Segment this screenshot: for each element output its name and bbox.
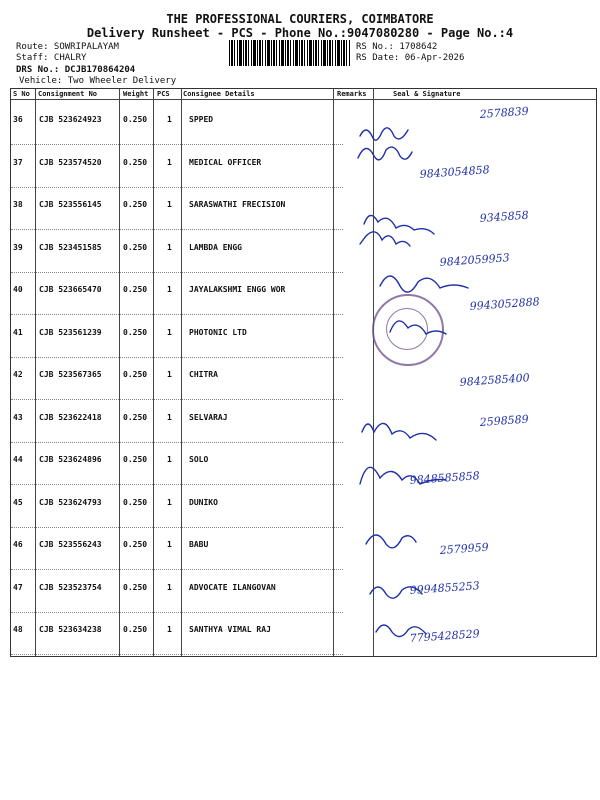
signature-area bbox=[350, 96, 590, 656]
row-consignment-no: CJB 523624793 bbox=[39, 497, 102, 507]
vehicle-label: Vehicle: Two Wheeler Delivery bbox=[19, 76, 177, 86]
table-row bbox=[11, 569, 343, 613]
row-weight: 0.250 bbox=[123, 242, 148, 252]
signature-stroke bbox=[362, 423, 436, 440]
row-consignment-no: CJB 523622418 bbox=[39, 412, 102, 422]
rs-date: RS Date: 06-Apr-2026 bbox=[356, 53, 465, 63]
row-sno: 41 bbox=[13, 327, 23, 337]
signature-phone: 9848585858 bbox=[409, 469, 481, 487]
signature-phone: 9843054858 bbox=[419, 163, 491, 181]
row-sno: 40 bbox=[13, 285, 23, 294]
row-weight: 0.250 bbox=[123, 327, 148, 337]
row-sno: 39 bbox=[13, 242, 23, 252]
table-row bbox=[11, 101, 343, 145]
row-pcs: 1 bbox=[167, 582, 172, 592]
col-header-pcs: PCS bbox=[157, 90, 170, 98]
signature-phone: 7795428529 bbox=[409, 627, 481, 645]
row-pcs: 1 bbox=[167, 540, 172, 549]
col-header-consignment: Consignment No bbox=[38, 90, 98, 98]
row-sno: 45 bbox=[13, 497, 23, 507]
table-row bbox=[11, 144, 343, 188]
row-pcs: 1 bbox=[167, 370, 172, 379]
row-consignment-no: CJB 523624896 bbox=[39, 455, 102, 464]
row-sno: 48 bbox=[13, 625, 23, 634]
table-row bbox=[11, 186, 343, 230]
row-consignment-no: CJB 523624923 bbox=[39, 115, 102, 124]
row-pcs: 1 bbox=[167, 157, 172, 167]
signature-phone: 2578839 bbox=[479, 104, 530, 121]
row-pcs: 1 bbox=[167, 455, 172, 464]
drs-number: DRS No.: DCJB170864204 bbox=[16, 65, 136, 75]
staff-label: Staff: CHALRY bbox=[16, 53, 87, 63]
row-weight: 0.250 bbox=[123, 540, 148, 549]
signature-phone: 2579959 bbox=[439, 540, 490, 557]
signature-phone: 9943052888 bbox=[469, 295, 541, 313]
signature-stroke bbox=[390, 321, 446, 334]
signature-phone: 9842585400 bbox=[459, 371, 531, 389]
signature-stroke bbox=[360, 128, 408, 140]
col-header-sno: S No bbox=[13, 90, 30, 98]
row-consignee: BABU bbox=[189, 540, 209, 549]
row-pcs: 1 bbox=[167, 625, 172, 634]
row-consignment-no: CJB 523665470 bbox=[39, 285, 102, 294]
row-consignee: MEDICAL OFFICER bbox=[189, 157, 262, 167]
col-header-consignee: Consignee Details bbox=[183, 90, 255, 98]
row-weight: 0.250 bbox=[123, 370, 148, 379]
row-consignee: SANTHYA VIMAL RAJ bbox=[189, 625, 271, 634]
row-sno: 44 bbox=[13, 455, 23, 464]
signature-stroke bbox=[358, 147, 412, 160]
row-weight: 0.250 bbox=[123, 200, 148, 209]
row-sno: 46 bbox=[13, 540, 23, 549]
row-weight: 0.250 bbox=[123, 582, 148, 592]
col-header-weight: Weight bbox=[123, 90, 149, 98]
row-pcs: 1 bbox=[167, 200, 172, 209]
signature-stroke bbox=[360, 232, 410, 246]
table-row bbox=[11, 356, 343, 400]
row-weight: 0.250 bbox=[123, 115, 148, 124]
row-consignee: SELVARAJ bbox=[189, 412, 228, 422]
row-consignment-no: CJB 523634238 bbox=[39, 625, 102, 634]
runsheet-subtitle: Delivery Runsheet - PCS - Phone No.:9047080280 - Page No.:4 bbox=[86, 26, 514, 40]
row-pcs: 1 bbox=[167, 285, 172, 294]
row-sno: 43 bbox=[13, 412, 23, 422]
row-consignment-no: CJB 523556243 bbox=[39, 540, 102, 549]
row-consignee: SPPED bbox=[189, 115, 214, 124]
row-consignee: SARASWATHI FRECISION bbox=[189, 200, 286, 209]
row-sno: 47 bbox=[13, 582, 23, 592]
col-header-remarks: Remarks bbox=[337, 90, 367, 98]
row-consignment-no: CJB 523451585 bbox=[39, 242, 102, 252]
row-consignment-no: CJB 523567365 bbox=[39, 370, 102, 379]
route-label: Route: SOWRIPALAYAM bbox=[16, 42, 119, 52]
row-consignee: JAYALAKSHMI ENGG WOR bbox=[189, 285, 286, 294]
company-title: THE PROFESSIONAL COURIERS, COIMBATORE bbox=[166, 12, 434, 26]
row-consignee: ADVOCATE ILANGOVAN bbox=[189, 582, 276, 592]
table-row bbox=[11, 229, 343, 273]
row-pcs: 1 bbox=[167, 497, 172, 507]
row-consignment-no: CJB 523561239 bbox=[39, 327, 102, 337]
row-weight: 0.250 bbox=[123, 497, 148, 507]
row-weight: 0.250 bbox=[123, 412, 148, 422]
row-consignee: LAMBDA ENGG bbox=[189, 242, 242, 252]
row-pcs: 1 bbox=[167, 115, 172, 124]
table-row bbox=[11, 271, 343, 315]
signature-phone: 2598589 bbox=[479, 412, 530, 429]
row-weight: 0.250 bbox=[123, 285, 148, 294]
table-row bbox=[11, 441, 343, 485]
rs-number: RS No.: 1708642 bbox=[356, 42, 438, 52]
row-consignee: CHITRA bbox=[189, 370, 218, 379]
row-weight: 0.250 bbox=[123, 157, 148, 167]
row-pcs: 1 bbox=[167, 327, 172, 337]
row-consignment-no: CJB 523574520 bbox=[39, 157, 102, 167]
signature-stroke bbox=[380, 276, 468, 292]
row-consignee: SOLO bbox=[189, 455, 209, 464]
row-consignee: PHOTONIC LTD bbox=[189, 327, 247, 337]
signature-phone: 9994855253 bbox=[409, 579, 481, 597]
signature-phone: 9345858 bbox=[479, 208, 530, 225]
row-sno: 42 bbox=[13, 370, 23, 379]
col-header-seal: Seal & Signature bbox=[393, 90, 461, 98]
row-pcs: 1 bbox=[167, 412, 172, 422]
signature-stroke bbox=[366, 535, 416, 548]
row-sno: 37 bbox=[13, 157, 23, 167]
row-consignment-no: CJB 523523754 bbox=[39, 582, 102, 592]
row-sno: 38 bbox=[13, 200, 23, 209]
row-consignee: DUNIKO bbox=[189, 497, 218, 507]
row-pcs: 1 bbox=[167, 242, 172, 252]
table-row bbox=[11, 611, 343, 655]
table-row bbox=[11, 526, 343, 570]
barcode bbox=[229, 40, 351, 66]
table-row bbox=[11, 399, 343, 443]
table-row bbox=[11, 484, 343, 528]
row-weight: 0.250 bbox=[123, 625, 148, 634]
signature-phone: 9842059953 bbox=[439, 251, 511, 269]
row-sno: 36 bbox=[13, 115, 23, 124]
row-weight: 0.250 bbox=[123, 455, 148, 464]
row-consignment-no: CJB 523556145 bbox=[39, 200, 102, 209]
table-row bbox=[11, 314, 343, 358]
